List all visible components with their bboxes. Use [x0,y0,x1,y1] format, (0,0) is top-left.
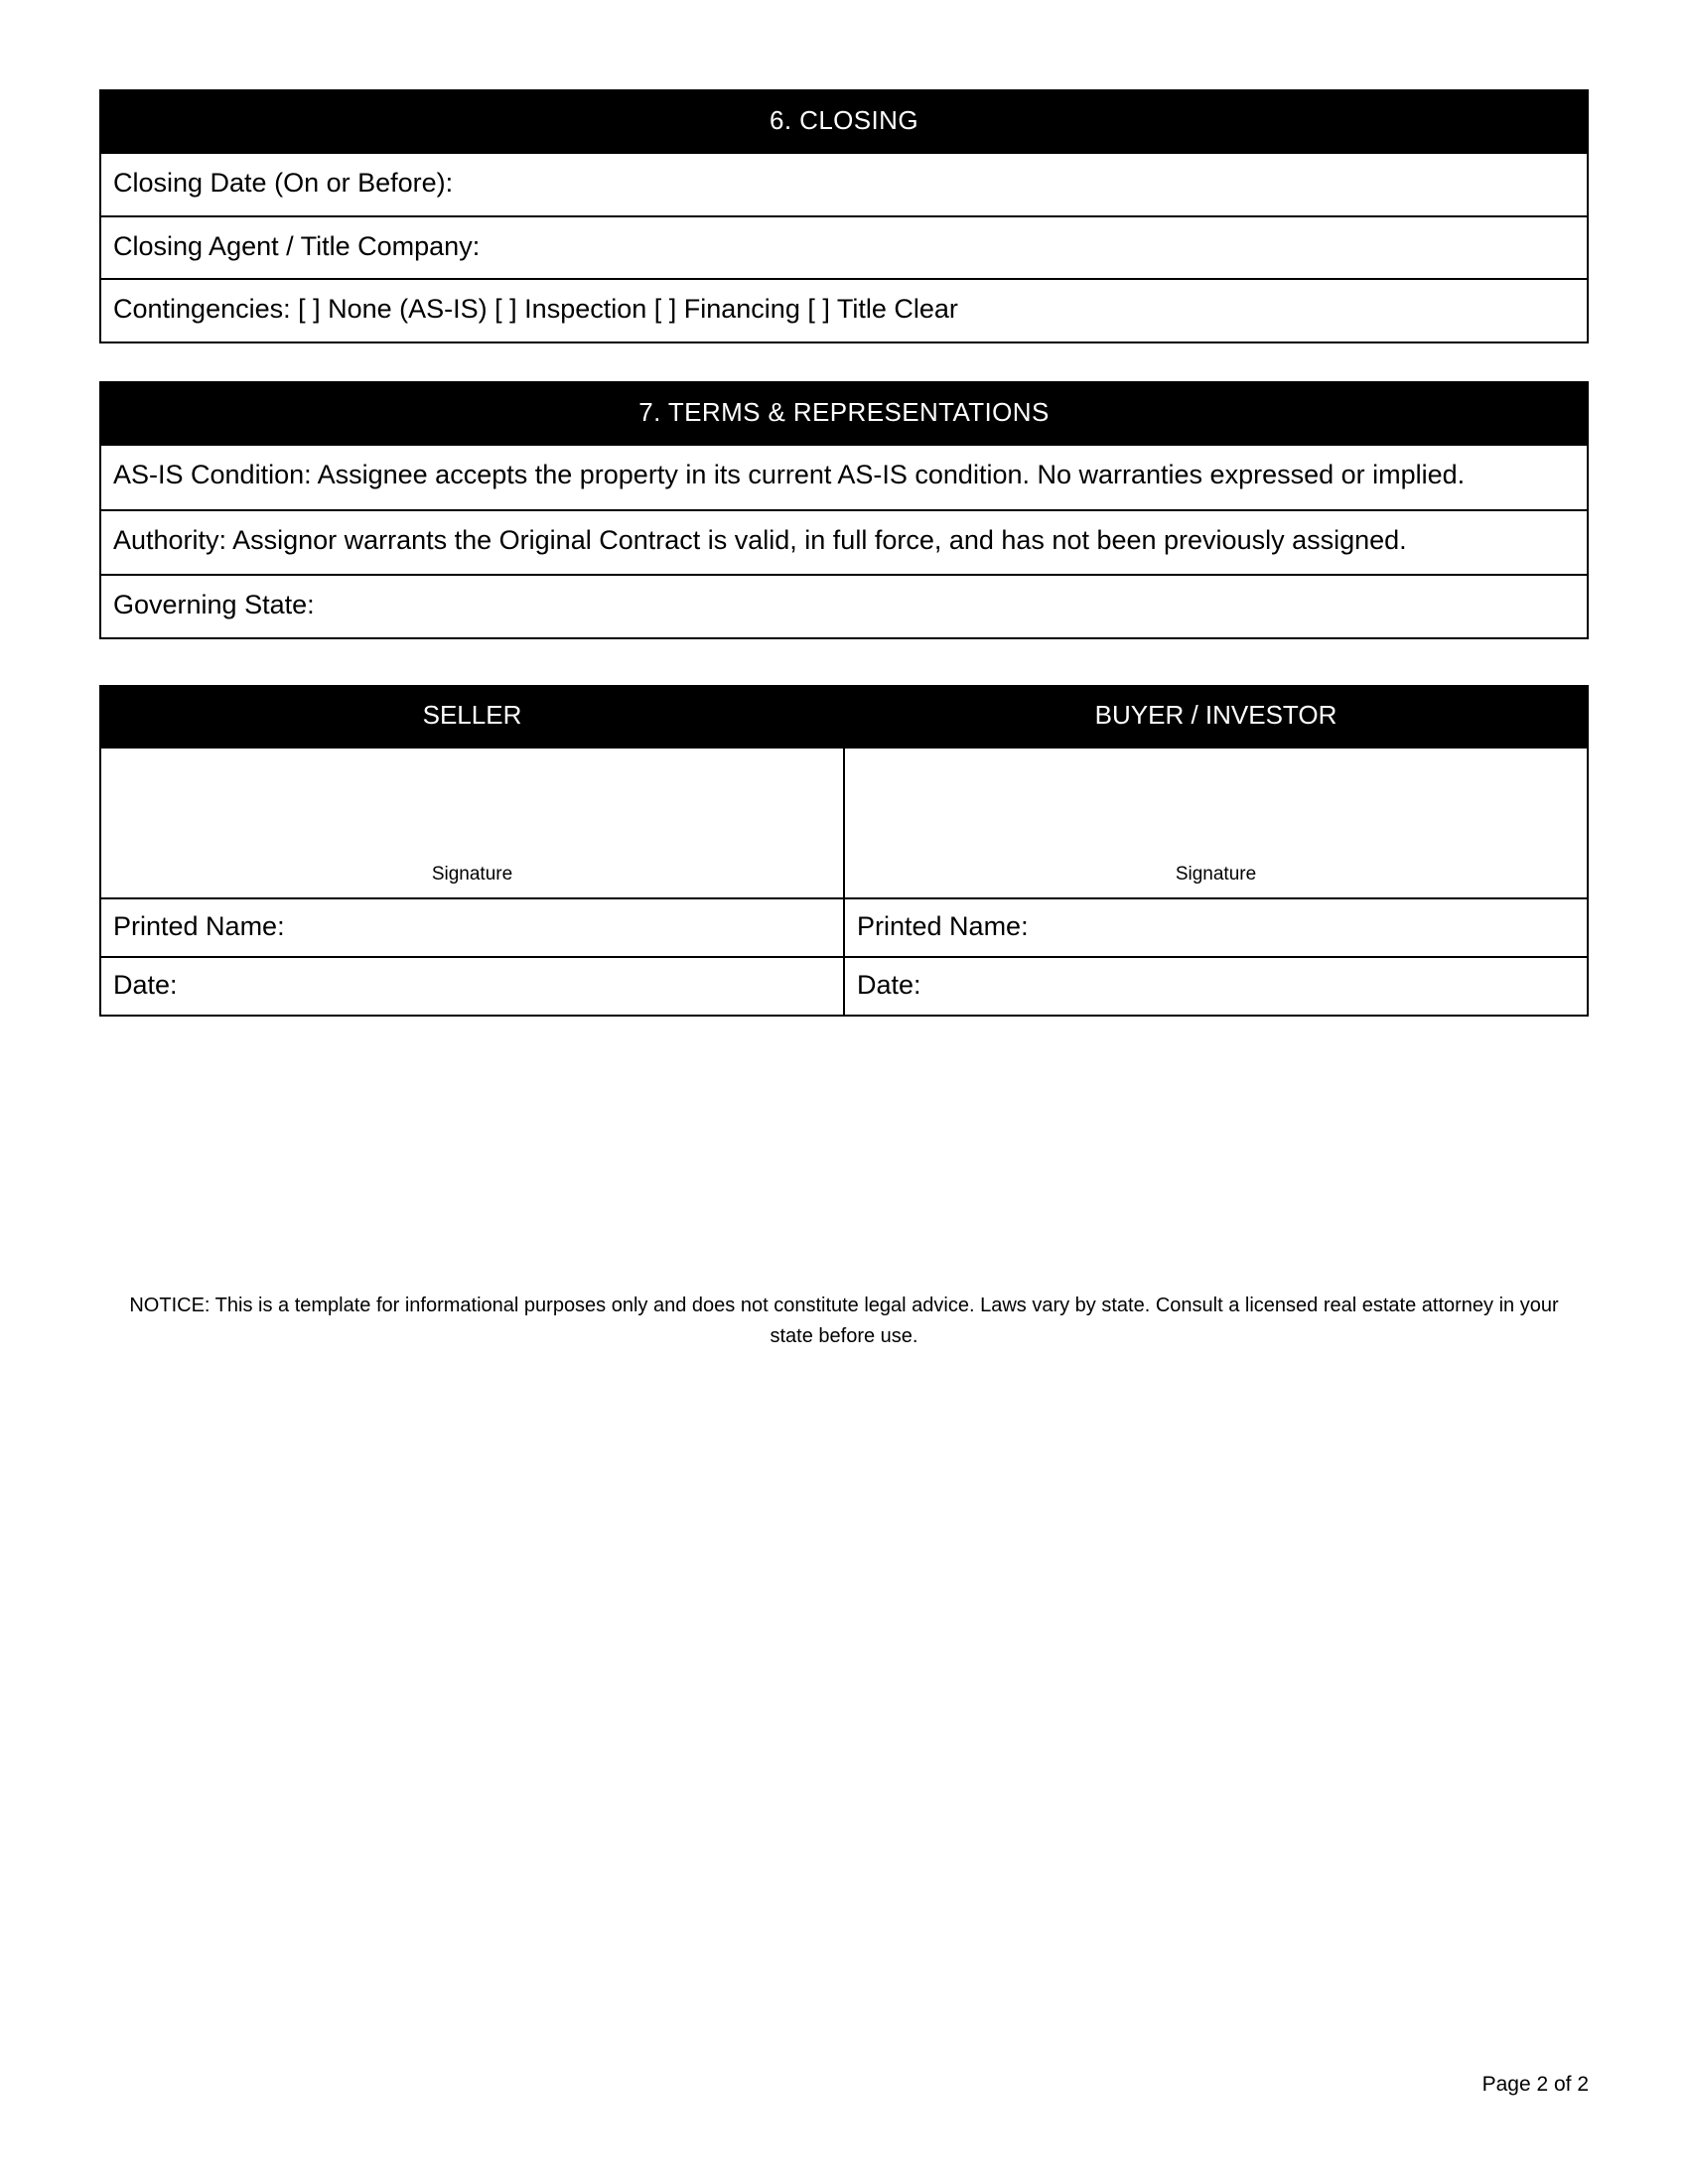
document-content [99,89,1589,1017]
section-closing [99,89,1589,343]
signature-block [99,685,1589,1017]
signature-column-header-buyer: BUYER / INVESTOR [844,686,1588,748]
clause-authority: Authority: Assignor warrants the Original Contract is valid, in full force, and has not been previously assigned. [100,510,1588,576]
signature-area-row [100,748,1588,898]
section-terms-title: 7. TERMS & REPRESENTATIONS [100,382,1588,445]
field-closing-date[interactable]: Closing Date (On or Before): [100,153,1588,216]
signature-caption-buyer: Signature [1175,863,1257,885]
table-row [100,279,1588,342]
field-closing-agent[interactable]: Closing Agent / Title Company: [100,216,1588,280]
table-row [100,575,1588,638]
section-terms [99,381,1589,639]
date-row [100,957,1588,1016]
field-printed-name-seller[interactable]: Printed Name: [100,898,844,957]
signature-spacer [99,639,1589,685]
signature-header-row [100,686,1588,748]
legal-notice: NOTICE: This is a template for informational purposes only and does not constitute legal advice. Laws vary by state. Consult a licensed real estate attorney in your state before use. [129,1295,1559,1347]
table-row [100,216,1588,280]
signature-area-seller[interactable] [100,748,844,898]
signature-column-header-seller: SELLER [100,686,844,748]
page-footer: Page 2 of 2 [1481,2073,1589,2096]
table-row [100,445,1588,510]
field-contingencies[interactable]: Contingencies: [ ] None (AS-IS) [ ] Inspection [ ] Financing [ ] Title Clear [100,279,1588,342]
field-printed-name-buyer[interactable]: Printed Name: [844,898,1588,957]
table-row [100,153,1588,216]
signature-caption-seller: Signature [431,863,513,885]
field-date-seller[interactable]: Date: [100,957,844,1016]
section-closing-header-row [100,90,1588,153]
section-terms-header-row [100,382,1588,445]
field-date-buyer[interactable]: Date: [844,957,1588,1016]
section-closing-title: 6. CLOSING [100,90,1588,153]
table-row [100,510,1588,576]
clause-as-is-condition: AS-IS Condition: Assignee accepts the property in its current AS-IS condition. No warranties expressed or implied. [100,445,1588,510]
signature-area-buyer[interactable] [844,748,1588,898]
section-spacer [99,343,1589,381]
printed-name-row [100,898,1588,957]
field-governing-state[interactable]: Governing State: [100,575,1588,638]
